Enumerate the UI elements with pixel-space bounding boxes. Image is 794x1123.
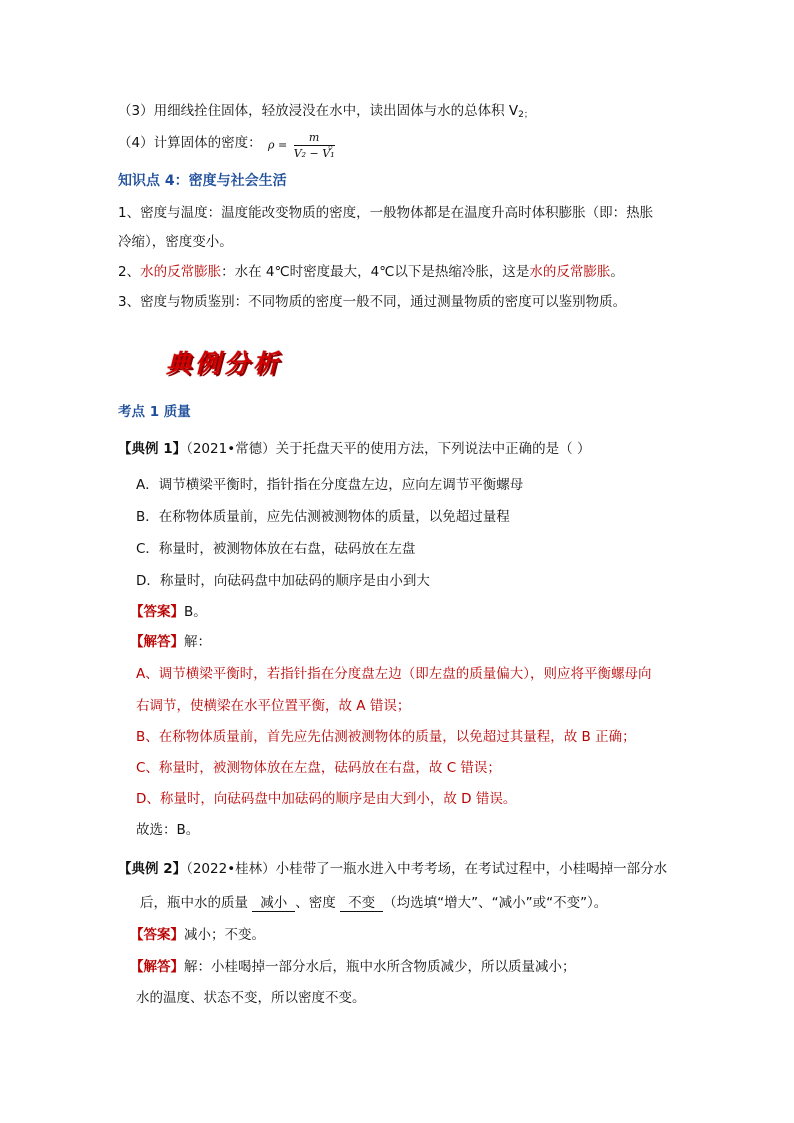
para-1-line-2: 冷缩），密度变小。 — [118, 234, 233, 250]
solution-tag-2: 【解答】 — [130, 959, 184, 975]
option-b: B．在称物体质量前，应先估测被测物体的质量，以免超过量程 — [136, 509, 510, 525]
example-1-answer — [130, 602, 207, 622]
step-3-line — [118, 101, 533, 125]
anomalous-expansion-term-2: 水的反常膨胀 — [529, 264, 611, 280]
example-1-stem: （2021•常德）关于托盘天平的使用方法，下列说法中正确的是（ ） — [186, 441, 591, 457]
solution-intro: 解： — [184, 634, 211, 650]
example-1-tag: 【典例 1】 — [118, 441, 187, 457]
example-2-solution-line-2: 水的温度、状态不变，所以密度不变。 — [136, 990, 366, 1006]
solution-a-line-2: 右调节，使横梁在水平位置平衡，故 A 错误； — [136, 698, 411, 714]
answer-value-2: 减小；不变。 — [184, 927, 265, 943]
option-c: C．称量时，被测物体放在右盘，砝码放在左盘 — [136, 541, 416, 557]
example-2-answer — [130, 925, 265, 945]
anomalous-expansion-term: 水的反常膨胀 — [140, 264, 222, 280]
step-4-period: 。 — [328, 136, 342, 152]
solution-c: C、称量时，被测物体放在左盘，砝码放在右盘，故 C 错误； — [136, 760, 501, 776]
step-4-end — [328, 134, 342, 154]
example-2-tag: 【典例 2】 — [118, 861, 187, 877]
example-2-stem: （2022•桂林）小桂带了一瓶水进入中考考场，在考试过程中，小桂喝掉一部分水 — [186, 861, 668, 877]
para-2-middle: ：水在 4℃时密度最大，4℃以下是热缩冷胀，这是 — [221, 264, 530, 280]
example-2-text-c: （均选填“增大”、“减小”或“不变”）。 — [383, 895, 608, 911]
example-2-text-b: 、密度 — [295, 895, 341, 911]
solution-d: D、称量时，向砝码盘中加砝码的顺序是由大到小，故 D 错误。 — [136, 791, 517, 807]
option-d: D．称量时，向砝码盘中加砝码的顺序是由小到大 — [136, 573, 430, 589]
example-1-solution-heading — [130, 632, 211, 652]
subscript-2: 2； — [518, 110, 533, 120]
example-1-question — [118, 439, 590, 459]
blank-density: 不变 — [340, 895, 383, 912]
para-2-prefix: 2、 — [118, 264, 141, 280]
exam-point-1-heading: 考点 1 质量 — [118, 404, 191, 420]
formula-denominator: V₂ − V₁ — [293, 147, 335, 160]
option-a: A．调节横梁平衡时，指针指在分度盘左边，应向左调节平衡螺母 — [136, 477, 524, 493]
example-2-text-a: 后，瓶中水的质量 — [140, 895, 253, 911]
solution-text-2: 解：小桂喝掉一部分水后，瓶中水所含物质减少，所以质量减小； — [184, 959, 576, 975]
blank-mass: 减小 — [252, 895, 295, 912]
step-3-text: （3）用细线拴住固体，轻放浸没在水中，读出固体与水的总体积 V — [118, 103, 519, 119]
example-2-question-line-1 — [118, 859, 667, 879]
knowledge-point-4-heading: 知识点 4：密度与社会生活 — [118, 173, 287, 189]
solution-tag: 【解答】 — [130, 634, 184, 650]
example-1-choice: 故选：B。 — [136, 822, 200, 838]
answer-tag: 【答案】 — [130, 604, 184, 620]
solution-a-line-1: A、调节横梁平衡时，若指针指在分度盘左边（即左盘的质量偏大），则应将平衡螺母向 — [136, 666, 652, 682]
formula-lhs: ρ = — [268, 138, 288, 152]
solution-b: B、在称物体质量前，首先应先估测被测物体的质量，以免超过其量程，故 B 正确； — [136, 729, 636, 745]
formula-numerator: m — [294, 131, 335, 146]
step-4-text: （4）计算固体的密度： — [118, 135, 262, 151]
para-2-end: 。 — [610, 264, 624, 280]
section-banner: 典例分析 — [166, 349, 283, 378]
density-formula — [268, 131, 335, 160]
answer-value: B。 — [184, 604, 207, 620]
para-3-line: 3、密度与物质鉴别：不同物质的密度一般不同，通过测量物质的密度可以鉴别物质。 — [118, 294, 627, 310]
example-2-solution — [130, 957, 576, 977]
answer-tag-2: 【答案】 — [130, 927, 184, 943]
example-2-question-line-2 — [140, 893, 607, 913]
para-2-line — [118, 262, 624, 282]
para-1-line-1: 1、密度与温度：温度能改变物质的密度，一般物体都是在温度升高时体积膨胀（即：热胀 — [118, 205, 654, 221]
step-4-line — [118, 133, 262, 153]
